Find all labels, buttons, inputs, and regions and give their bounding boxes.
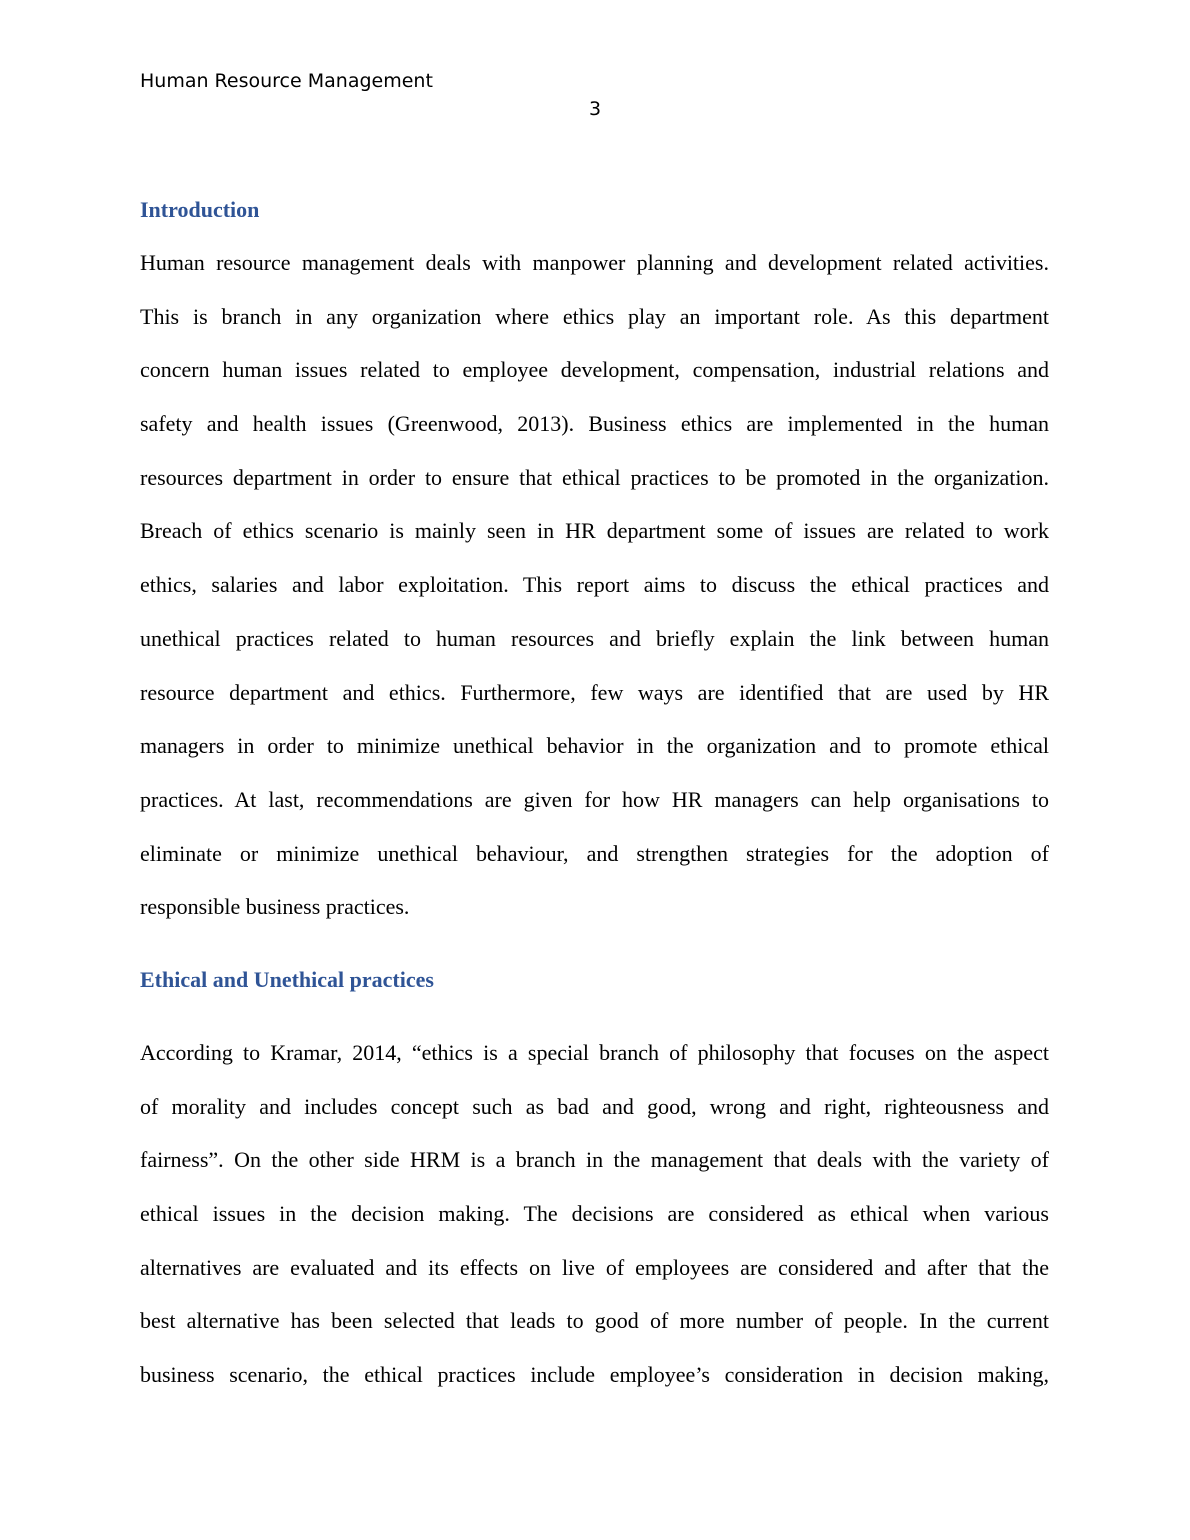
text-line: fairness”. On the other side HRM is a branch in the management that deals with the variety of: [140, 1147, 1049, 1173]
section-heading-introduction: Introduction: [140, 197, 260, 222]
text-line: According to Kramar, 2014, “ethics is a special branch of philosophy that focuses on the aspect: [140, 1040, 1049, 1065]
text-line: alternatives are evaluated and its effects on live of employees are considered and after that the: [140, 1254, 1049, 1280]
running-head: Human Resource Management: [140, 70, 433, 92]
text-line: resources department in order to ensure that ethical practices to be promoted in the organization.: [140, 464, 1049, 490]
text-line: of morality and includes concept such as bad and good, wrong and right, righteousness and: [140, 1093, 1049, 1119]
text-line: responsible business practices.: [140, 894, 410, 920]
text-line: safety and health issues (Greenwood, 2013). Business ethics are implemented in the human: [140, 411, 1049, 437]
text-line: resource department and ethics. Furthermore, few ways are identified that are used by HR: [140, 679, 1049, 705]
introduction-paragraph: [140, 236, 1049, 934]
text-line: ethical issues in the decision making. The decisions are considered as ethical when various: [140, 1201, 1049, 1227]
text-line: best alternative has been selected that leads to good of more number of people. In the current: [140, 1308, 1049, 1334]
text-line: Breach of ethics scenario is mainly seen in HR department some of issues are related to work: [140, 518, 1049, 544]
text-line: practices. At last, recommendations are given for how HR managers can help organisations to: [140, 786, 1049, 812]
section-heading-ethical-unethical: Ethical and Unethical practices: [140, 967, 434, 992]
text-line: eliminate or minimize unethical behaviour, and strengthen strategies for the adoption of: [140, 840, 1049, 866]
text-line: managers in order to minimize unethical behavior in the organization and to promote ethical: [140, 733, 1049, 759]
text-line: Human resource management deals with manpower planning and development related activities.: [140, 250, 1049, 275]
page-number: 3: [588, 98, 602, 120]
ethics-paragraph: [140, 1026, 1049, 1402]
text-line: business scenario, the ethical practices include employee’s consideration in decision making,: [140, 1362, 1049, 1388]
text-line: unethical practices related to human resources and briefly explain the link between human: [140, 625, 1049, 651]
text-line: ethics, salaries and labor exploitation. This report aims to discuss the ethical practices and: [140, 572, 1049, 598]
text-line: This is branch in any organization where ethics play an important role. As this department: [140, 303, 1049, 329]
text-line: concern human issues related to employee development, compensation, industrial relations and: [140, 357, 1049, 383]
